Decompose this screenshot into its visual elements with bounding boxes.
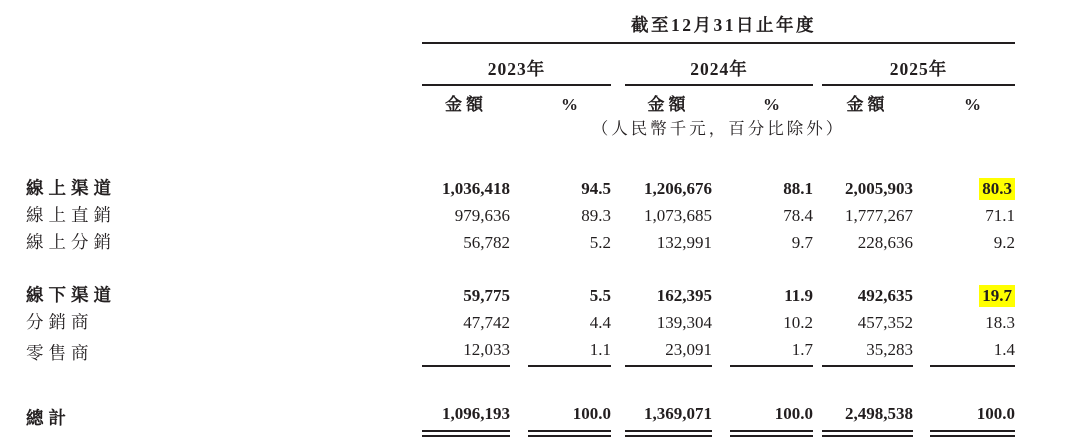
- amount-cell: 47,742: [463, 313, 510, 332]
- percent-cell: 71.1: [985, 206, 1015, 225]
- row-label-offline-channels: 線下渠道: [26, 285, 116, 305]
- row-label-online-direct-sales: 線上直銷: [26, 205, 116, 225]
- percent-cell-highlighted: [930, 282, 1015, 309]
- amount-cell: 56,782: [463, 233, 510, 252]
- row-label-online-channels: 線上渠道: [26, 178, 116, 198]
- amount-cell: 59,775: [463, 286, 510, 305]
- total-percent-cell: 100.0: [528, 400, 611, 432]
- amount-column-header-2025: 金額: [846, 95, 889, 114]
- amount-column-header-2023: 金額: [445, 95, 487, 114]
- amount-cell: 457,352: [857, 313, 913, 332]
- percent-cell: 1.7: [730, 336, 813, 367]
- percent-cell: 5.5: [589, 286, 611, 305]
- row-label-retailers: 零售商: [26, 343, 94, 363]
- total-percent-cell: 100.0: [930, 400, 1015, 432]
- percent-cell: 88.1: [783, 179, 813, 198]
- percent-cell: 94.5: [581, 179, 611, 198]
- amount-cell: 35,283: [822, 336, 913, 367]
- amount-cell: 228,636: [857, 233, 913, 252]
- yellow-highlight: 80.3: [979, 178, 1015, 200]
- row-label-distributors: 分銷商: [26, 312, 94, 332]
- percent-cell: 1.4: [930, 336, 1015, 367]
- percent-cell: 18.3: [985, 313, 1015, 332]
- spacer: [0, 140, 1015, 175]
- total-amount-cell: 1,369,071: [625, 400, 712, 432]
- percent-cell: 10.2: [783, 313, 813, 332]
- amount-cell: 132,991: [656, 233, 712, 252]
- total-amount-cell: 2,498,538: [822, 400, 913, 432]
- percent-cell: 9.2: [993, 233, 1015, 252]
- amount-cell: 1,036,418: [442, 179, 510, 198]
- row-label-online-distribution: 線上分銷: [26, 232, 116, 252]
- percent-cell: 11.9: [784, 286, 813, 305]
- percent-cell: 5.2: [589, 233, 611, 252]
- amount-cell: 23,091: [625, 336, 712, 367]
- amount-cell: 1,777,267: [845, 206, 913, 225]
- year-header-2024: 2024年: [625, 44, 813, 86]
- amount-cell: 139,304: [656, 313, 712, 332]
- amount-cell: 492,635: [857, 286, 913, 305]
- row-label-total: 總計: [26, 408, 71, 428]
- amount-cell: 2,005,903: [845, 179, 913, 198]
- total-percent-cell: 100.0: [730, 400, 813, 432]
- percent-cell: 4.4: [589, 313, 611, 332]
- percent-column-header-2024: %: [763, 95, 780, 114]
- currency-unit-note: （人民幣千元，百分比除外）: [591, 119, 846, 138]
- percent-cell: 78.4: [783, 206, 813, 225]
- percent-column-header-2023: %: [561, 95, 578, 114]
- period-header: 截至12月31日止年度: [422, 0, 1015, 44]
- amount-cell: 12,033: [422, 336, 510, 367]
- percent-cell: 89.3: [581, 206, 611, 225]
- percent-column-header-2025: %: [964, 95, 981, 114]
- year-header-2023: 2023年: [422, 44, 611, 86]
- percent-cell-highlighted: [930, 175, 1015, 202]
- amount-cell: 162,395: [656, 286, 712, 305]
- amount-column-header-2024: 金額: [647, 95, 690, 114]
- year-header-2025: 2025年: [822, 44, 1015, 86]
- amount-cell: 1,206,676: [644, 179, 712, 198]
- total-amount-cell: 1,096,193: [422, 400, 510, 432]
- percent-cell: 1.1: [528, 336, 611, 367]
- amount-cell: 979,636: [454, 206, 510, 225]
- yellow-highlight: 19.7: [979, 285, 1015, 307]
- spacer: [0, 367, 1015, 400]
- percent-cell: 9.7: [791, 233, 813, 252]
- amount-cell: 1,073,685: [644, 206, 712, 225]
- spacer: [0, 256, 1015, 282]
